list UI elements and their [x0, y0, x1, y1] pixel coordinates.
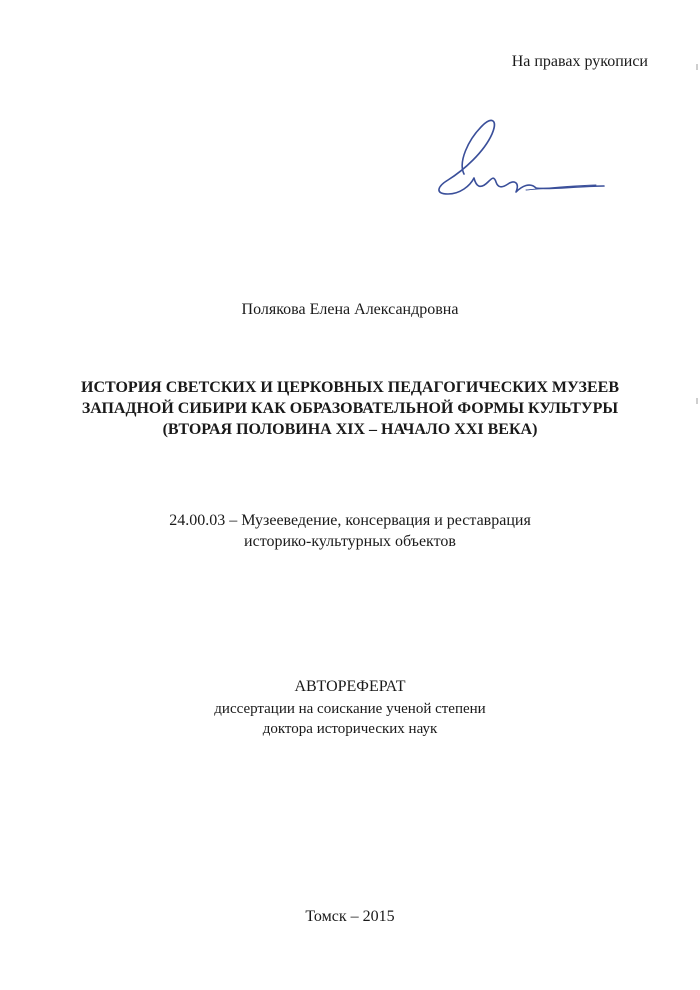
title-line: (ВТОРАЯ ПОЛОВИНА XIX – НАЧАЛО XXI ВЕКА)	[162, 421, 538, 438]
specialty-line: 24.00.03 – Музееведение, консервация и реставрация	[169, 512, 531, 529]
title-line: ИСТОРИЯ СВЕТСКИХ И ЦЕРКОВНЫХ ПЕДАГОГИЧЕСКИХ МУЗЕЕВ	[81, 379, 619, 396]
dissertation-title	[40, 377, 660, 440]
place-and-year: Томск – 2015	[305, 908, 395, 925]
rights-notice: На правах рукописи	[511, 53, 648, 70]
degree-description	[0, 699, 700, 739]
specialty-code	[0, 510, 700, 552]
author-name: Полякова Елена Александровна	[241, 301, 459, 318]
author-signature	[418, 112, 608, 212]
title-line: ЗАПАДНОЙ СИБИРИ КАК ОБРАЗОВАТЕЛЬНОЙ ФОРМЫ КУЛЬТУРЫ	[81, 400, 619, 417]
specialty-line: историко-культурных объектов	[244, 533, 456, 550]
scan-edge-mark	[696, 64, 698, 70]
degree-line: доктора исторических наук	[262, 721, 438, 737]
abstract-heading: АВТОРЕФЕРАТ	[294, 678, 406, 695]
degree-line: диссертации на соискание ученой степени	[214, 701, 486, 717]
scan-edge-mark	[696, 398, 698, 404]
